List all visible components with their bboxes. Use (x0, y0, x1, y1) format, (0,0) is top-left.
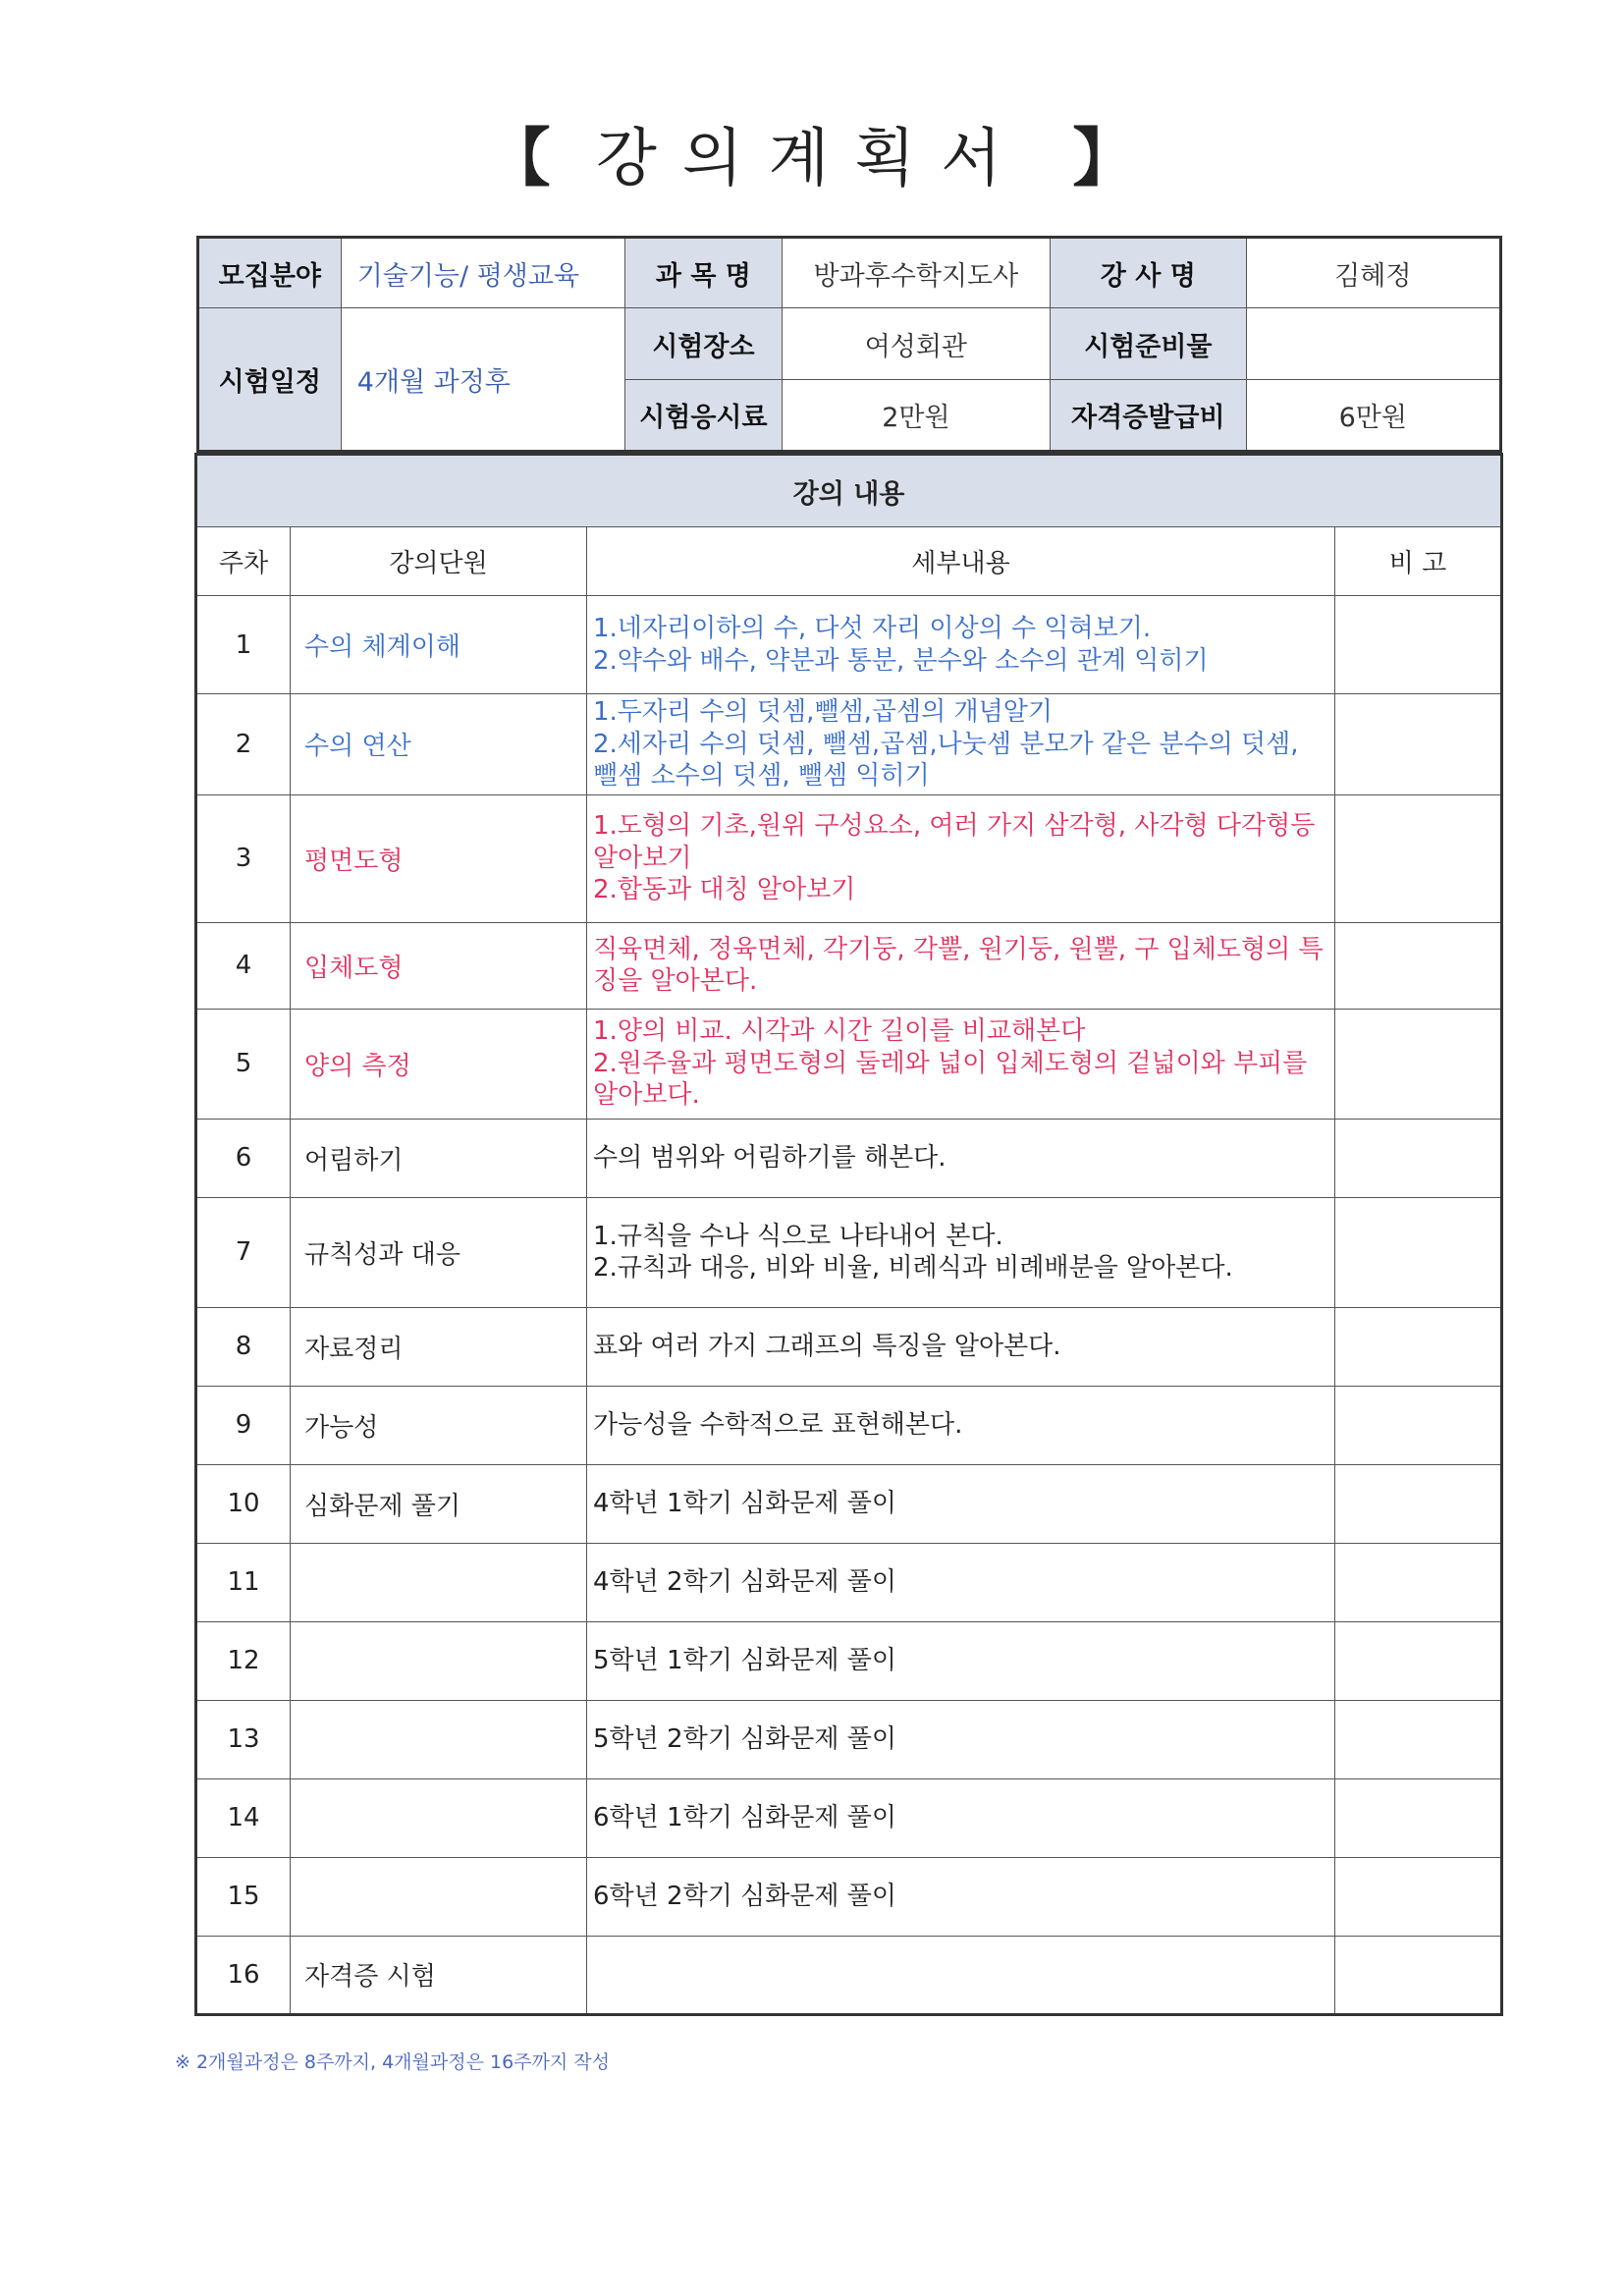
note-cell (1335, 1197, 1502, 1307)
table-row (196, 1621, 1502, 1700)
week-cell: 9 (196, 1386, 291, 1464)
unit-cell: 자격증 시험 (291, 1936, 587, 2014)
week-cell: 1 (196, 596, 291, 694)
note-cell (1335, 1778, 1502, 1857)
detail-cell (587, 794, 1335, 922)
unit-cell: 가능성 (291, 1386, 587, 1464)
unit-cell: 입체도형 (291, 922, 587, 1009)
unit-cell (291, 1778, 587, 1857)
detail-line: 1.규칙을 수나 식으로 나타내어 본다. (593, 1221, 1003, 1251)
detail-line: 5학년 1학기 심화문제 풀이 (593, 1645, 897, 1675)
subject-value: 방과후수학지도사 (782, 238, 1050, 308)
detail-cell (587, 1778, 1335, 1857)
note-cell (1335, 596, 1502, 694)
week-cell: 13 (196, 1700, 291, 1778)
detail-line: 2.원주율과 평면도형의 둘레와 넓이 입체도형의 겉넓이와 부피를 알아보다. (593, 1048, 1308, 1111)
table-row (196, 922, 1502, 1009)
table-row (196, 1543, 1502, 1621)
unit-cell (291, 1543, 587, 1621)
detail-line: 6학년 1학기 심화문제 풀이 (593, 1802, 897, 1832)
note-cell (1335, 1009, 1502, 1119)
unit-cell: 규칙성과 대응 (291, 1197, 587, 1307)
col-note-header: 비 고 (1335, 527, 1502, 596)
unit-cell: 수의 연산 (291, 694, 587, 795)
materials-value (1246, 308, 1500, 380)
detail-cell (587, 1621, 1335, 1700)
week-cell: 7 (196, 1197, 291, 1307)
week-cell: 6 (196, 1119, 291, 1197)
week-cell: 8 (196, 1307, 291, 1386)
unit-cell: 수의 체계이해 (291, 596, 587, 694)
table-row (196, 1197, 1502, 1307)
table-row (196, 1386, 1502, 1464)
detail-line: 2.규칙과 대응, 비와 비율, 비례식과 비례배분을 알아본다. (593, 1253, 1233, 1283)
materials-label: 시험준비물 (1051, 308, 1247, 380)
fee-label: 시험응시료 (625, 380, 783, 452)
unit-cell (291, 1621, 587, 1700)
fee-value: 2만원 (782, 380, 1050, 452)
detail-cell (587, 1386, 1335, 1464)
detail-cell (587, 1936, 1335, 2014)
detail-cell (587, 1857, 1335, 1936)
table-row (196, 1464, 1502, 1543)
week-cell: 14 (196, 1778, 291, 1857)
note-cell (1335, 1621, 1502, 1700)
content-band-title: 강의 내용 (196, 455, 1502, 527)
detail-line: 2.약수와 배수, 약분과 통분, 분수와 소수의 관계 익히기 (593, 645, 1209, 676)
week-cell: 16 (196, 1936, 291, 2014)
detail-line: 4학년 2학기 심화문제 풀이 (593, 1566, 897, 1597)
detail-cell (587, 596, 1335, 694)
detail-cell (587, 1009, 1335, 1119)
detail-line: 1.네자리이하의 수, 다섯 자리 이상의 수 익혀보기. (593, 614, 1152, 643)
header-table (196, 236, 1502, 453)
unit-cell: 어림하기 (291, 1119, 587, 1197)
detail-line: 6학년 2학기 심화문제 풀이 (593, 1881, 897, 1911)
place-value: 여성회관 (782, 308, 1050, 380)
table-row (196, 1936, 1502, 2014)
detail-cell (587, 1700, 1335, 1778)
unit-cell: 심화문제 풀기 (291, 1464, 587, 1543)
detail-line: 2.합동과 대칭 알아보기 (593, 875, 856, 905)
week-cell: 12 (196, 1621, 291, 1700)
detail-line: 4학년 1학기 심화문제 풀이 (593, 1488, 897, 1518)
table-row (196, 1857, 1502, 1936)
table-row (196, 1778, 1502, 1857)
detail-line: 1.도형의 기초,원위 구성요소, 여러 가지 삼각형, 사각형 다각형등 알아보기 (593, 811, 1316, 873)
table-row (196, 596, 1502, 694)
note-cell (1335, 694, 1502, 795)
detail-line: 가능성을 수학적으로 표현해본다. (593, 1409, 963, 1440)
cert-fee-value: 6만원 (1246, 380, 1500, 452)
unit-cell: 양의 측정 (291, 1009, 587, 1119)
col-unit-header: 강의단원 (291, 527, 587, 596)
detail-line: 2.세자리 수의 덧셈, 뺄셈,곱셈,나눗셈 분모가 같은 분수의 덧셈, 뺄셈 소수의 덧셈, 뺄셈 익히기 (593, 729, 1299, 791)
table-row (196, 1307, 1502, 1386)
note-cell (1335, 1543, 1502, 1621)
content-rows (196, 596, 1502, 2015)
note-cell (1335, 1936, 1502, 2014)
detail-line: 표와 여러 가지 그래프의 특징을 알아본다. (593, 1331, 1061, 1361)
week-cell: 2 (196, 694, 291, 795)
week-cell: 11 (196, 1543, 291, 1621)
recruit-label: 모집분야 (198, 238, 342, 308)
note-cell (1335, 1119, 1502, 1197)
week-cell: 15 (196, 1857, 291, 1936)
unit-cell (291, 1857, 587, 1936)
note-cell (1335, 1464, 1502, 1543)
unit-cell (291, 1700, 587, 1778)
note-cell (1335, 1857, 1502, 1936)
title-bracket-close: 】 (1072, 123, 1136, 195)
instructor-value: 김혜정 (1246, 238, 1500, 308)
instructor-label: 강 사 명 (1051, 238, 1247, 308)
table-row (196, 694, 1502, 795)
unit-cell: 자료정리 (291, 1307, 587, 1386)
detail-cell (587, 1197, 1335, 1307)
note-cell (1335, 1386, 1502, 1464)
week-cell: 4 (196, 922, 291, 1009)
col-detail-header: 세부내용 (587, 527, 1335, 596)
content-table (194, 453, 1503, 2016)
detail-cell (587, 922, 1335, 1009)
detail-line: 1.양의 비교. 시각과 시간 길이를 비교해본다 (593, 1016, 1086, 1047)
table-row (196, 794, 1502, 922)
detail-cell (587, 694, 1335, 795)
detail-cell (587, 1307, 1335, 1386)
detail-line: 5학년 2학기 심화문제 풀이 (593, 1723, 897, 1754)
detail-cell (587, 1119, 1335, 1197)
detail-line: 1.두자리 수의 덧셈,뺄셈,곱셈의 개념알기 (593, 697, 1053, 727)
note-cell (1335, 922, 1502, 1009)
table-row (196, 1119, 1502, 1197)
document-title (0, 108, 1623, 198)
note-cell (1335, 794, 1502, 922)
recruit-value: 기술기능/ 평생교육 (341, 238, 624, 308)
week-cell: 10 (196, 1464, 291, 1543)
note-cell (1335, 1700, 1502, 1778)
footnote: ※ 2개월과정은 8주까지, 4개월과정은 16주까지 작성 (175, 2051, 610, 2073)
week-cell: 5 (196, 1009, 291, 1119)
place-label: 시험장소 (625, 308, 783, 380)
detail-cell (587, 1543, 1335, 1621)
table-row (196, 1009, 1502, 1119)
table-row (196, 1700, 1502, 1778)
schedule-label: 시험일정 (198, 308, 342, 452)
subject-label: 과 목 명 (625, 238, 783, 308)
unit-cell: 평면도형 (291, 794, 587, 922)
col-week-header: 주차 (196, 527, 291, 596)
detail-line: 직육면체, 정육면체, 각기둥, 각뿔, 원기둥, 원뿔, 구 입체도형의 특징을 알아본다. (593, 934, 1324, 996)
title-text: 강의계획서 (595, 123, 1028, 195)
title-bracket-open: 【 (487, 123, 551, 195)
schedule-value: 4개월 과정후 (341, 308, 624, 452)
cert-fee-label: 자격증발급비 (1051, 380, 1247, 452)
note-cell (1335, 1307, 1502, 1386)
detail-cell (587, 1464, 1335, 1543)
detail-line: 수의 범위와 어림하기를 해본다. (593, 1142, 947, 1173)
week-cell: 3 (196, 794, 291, 922)
